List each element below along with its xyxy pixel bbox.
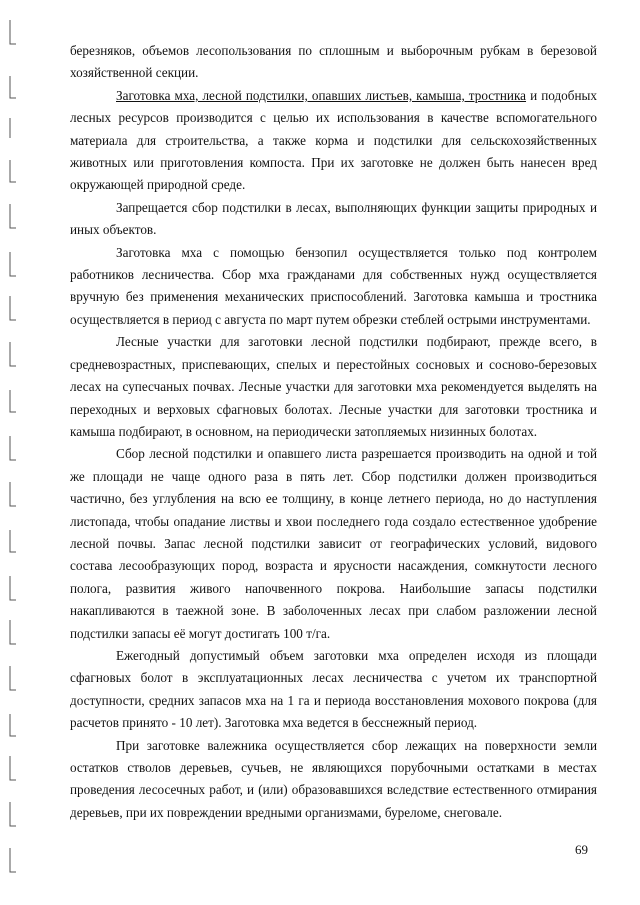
paragraph-2: Запрещается сбор подстилки в лесах, выполняющих функции защиты природных и иных объектов. xyxy=(70,199,597,238)
body-text xyxy=(70,40,597,824)
paragraph-5: Сбор лесной подстилки и опавшего листа разрешается производить на одной и той же площади не чаще одного раза в пять лет. Сбор подстилки должен производиться частично, без углубления на всю ее толщину, в конце летнего периода, но до наступления листопада, чтобы опадание листвы и хвои последнего года создало естественное удобрение лесной почвы. Запас лесной подстилки зависит от географических условий, видового состава лесообразующих пород, возраста и ярусности насаждения, сомкнутости лесного полога, развития живого напочвенного покрова. Наибольшие запасы подстилки накапливаются в таежной зоне. В заболоченных лесах при слабом разложении лесной подстилки запасы её могут достигать 100 т/га. xyxy=(70,446,597,641)
underlined-heading-phrase: Заготовка мха, лесной подстилки, опавших листьев, камыша, тростника xyxy=(116,87,527,103)
binding-edge-marks xyxy=(6,20,20,890)
paragraph-1 xyxy=(70,85,597,197)
page-number: 69 xyxy=(575,842,588,857)
paragraph-0: березняков, объемов лесопользования по сплошным и выборочным рубкам в березовой хозяйственной секции. xyxy=(70,43,597,81)
paragraph-4: Лесные участки для заготовки лесной подстилки подбирают, прежде всего, в средневозрастных, приспевающих, спелых и перестойных сосновых и сосново-березовых лесах на супесчаных почвах. Лесные участки для заготовки мха рекомендуется выделять на переходных и верховых сфагновых болотах. Лесные участки для заготовки тростника и камыша подбирают, в основном, на периодически затопляемых низинных болотах. xyxy=(70,334,597,439)
paragraph-1-text: и подобных лесных ресурсов производится с целью их использования в качестве вспомогательного материала для строительства, а также корма и подстилки для сельскохозяйственных животных или приготовления компоста. При их заготовке не должен быть нанесен вред окружающей природной среде. xyxy=(70,87,597,193)
paragraph-7: При заготовке валежника осуществляется сбор лежащих на поверхности земли остатков стволов деревьев, сучьев, не являющихся порубочными остатками в местах проведения лесосечных работ, и (или) образовавшихся вследствие естественного отмирания деревьев, при их повреждении вредными организмами, буреломе, снеговале. xyxy=(70,737,597,820)
paragraph-3: Заготовка мха с помощью бензопил осуществляется только под контролем работников лесничества. Сбор мха гражданами для собственных нужд осуществляется вручную без применения механических приспособлений. Заготовка камыша и тростника осуществляется в период с августа по март путем обрезки стеблей острыми инструментами. xyxy=(70,244,597,327)
paragraph-6: Ежегодный допустимый объем заготовки мха определен исходя из площади сфагновых болот в эксплуатационных лесах лесничества с учетом их транспортной доступности, средних запасов мха на 1 га и периода восстановления мохового покрова (для расчетов принято - 10 лет). Заготовка мха ведется в бесснежный период. xyxy=(70,647,597,731)
